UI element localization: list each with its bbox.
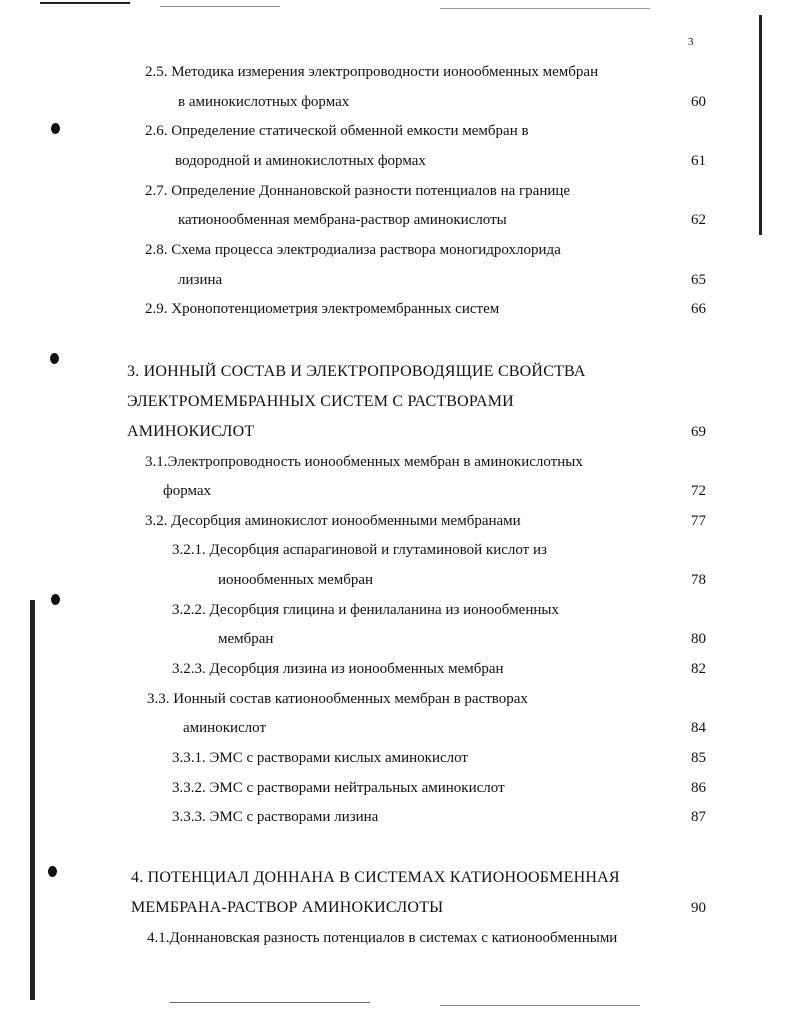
toc-page-number: 86 (691, 780, 706, 796)
toc-entry-text: 3.3.1. ЭМС с растворами кислых аминокислот (172, 750, 468, 766)
toc-chapter-heading: 3. ИОННЫЙ СОСТАВ И ЭЛЕКТРОПРОВОДЯЩИЕ СВОЙСТВА (127, 363, 586, 380)
toc-entry-text: 2.7. Определение Доннановской разности потенциалов на границе (145, 183, 571, 199)
toc-page-number: 66 (691, 301, 706, 317)
toc-page-number: 61 (691, 153, 706, 169)
toc-entry-text: 3.1.Электропроводность ионообменных мембран в аминокислотных (145, 454, 583, 470)
toc-entry-text: в аминокислотных формах (178, 94, 350, 110)
toc-entry-text: 4.1.Доннановская разность потенциалов в системах с катионообменными (147, 930, 618, 946)
toc-page-number: 65 (691, 272, 706, 288)
toc-page-number: 82 (691, 661, 706, 677)
scan-edge-bottom-2 (440, 1005, 640, 1006)
punch-hole-mark (50, 353, 59, 364)
toc-page-number: 62 (691, 212, 706, 228)
toc-entry-text: 3.3.2. ЭМС с растворами нейтральных аминокислот (172, 780, 505, 796)
toc-page-number: 87 (691, 809, 706, 825)
toc-chapter-heading: 4. ПОТЕНЦИАЛ ДОННАНА В СИСТЕМАХ КАТИОНООБМЕННАЯ (131, 869, 620, 886)
toc-entry-text: 3.3. Ионный состав катионообменных мембран в растворах (147, 691, 528, 707)
toc-page-number: 69 (691, 424, 706, 440)
toc-entry-text: мембран (218, 631, 274, 647)
toc-page-number: 90 (691, 900, 706, 916)
toc-entry-text: 2.6. Определение статической обменной емкости мембран в (145, 123, 529, 139)
toc-page-number: 72 (691, 483, 706, 499)
scan-edge-top-left (40, 2, 130, 4)
toc-entry-text: 3.2.1. Десорбция аспарагиновой и глутаминовой кислот из (172, 542, 547, 558)
punch-hole-mark (51, 123, 60, 134)
scan-edge-left (30, 600, 35, 1000)
toc-page-number: 85 (691, 750, 706, 766)
scan-edge-top-mid (160, 6, 280, 7)
toc-entry-text: лизина (178, 272, 223, 288)
scan-edge-right (759, 15, 762, 235)
toc-page-number: 80 (691, 631, 706, 647)
toc-entry-text: 3.2. Десорбция аминокислот ионообменными мембранами (145, 513, 521, 529)
toc-entry-text: аминокислот (183, 720, 267, 736)
toc-chapter-heading: ЭЛЕКТРОМЕМБРАННЫХ СИСТЕМ С РАСТВОРАМИ (127, 393, 514, 410)
toc-entry-text: катионообменная мембрана-раствор аминокислоты (178, 212, 507, 228)
toc-entry-text: формах (163, 483, 212, 499)
toc-entry-text: 3.2.2. Десорбция глицина и фенилаланина из ионообменных (172, 602, 559, 618)
toc-entry-text: 2.5. Методика измерения электропроводности ионообменных мембран (145, 64, 599, 80)
toc-entry-text: 2.9. Хронопотенциометрия электромембранных систем (145, 301, 500, 317)
toc-entry-text: ионообменных мембран (218, 572, 374, 588)
toc-chapter-heading: АМИНОКИСЛОТ (127, 423, 255, 440)
toc-entry-text: 3.2.3. Десорбция лизина из ионообменных мембран (172, 661, 504, 677)
scan-edge-bottom (170, 1002, 370, 1003)
toc-page-number: 84 (691, 720, 706, 736)
toc-entry-text: водородной и аминокислотных формах (175, 153, 426, 169)
punch-hole-mark (48, 866, 57, 877)
page-number: 3 (688, 36, 694, 48)
toc-page-number: 78 (691, 572, 706, 588)
toc-entry-text: 3.3.3. ЭМС с растворами лизина (172, 809, 379, 825)
scan-edge-top-right (440, 8, 650, 9)
toc-entry-text: 2.8. Схема процесса электродиализа раствора моногидрохлорида (145, 242, 561, 258)
toc-page-number: 77 (691, 513, 706, 529)
punch-hole-mark (51, 594, 60, 605)
toc-page-number: 60 (691, 94, 706, 110)
toc-chapter-heading: МЕМБРАНА-РАСТВОР АМИНОКИСЛОТЫ (131, 899, 444, 916)
